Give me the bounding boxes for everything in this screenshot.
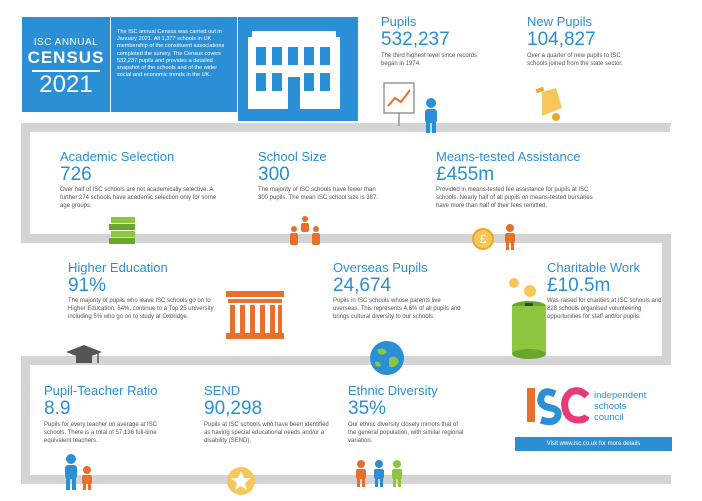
census-title-box: [22, 17, 110, 112]
academic-value: 726: [60, 164, 92, 185]
census-line1: ISC ANNUAL: [33, 37, 99, 48]
census-year: 2021: [32, 70, 100, 98]
send-desc: Pupils at ISC schools who have been identified as having special educational needs and/or a disability (SEND).: [204, 422, 329, 444]
person-orange-icon: [503, 224, 517, 255]
star-badge-icon: [226, 466, 256, 501]
academic-title: Academic Selection: [60, 149, 175, 164]
higher-ed-desc: The majority of pupils who leave ISC schools go on to Higher Education. 54%, continue to a Top 25 university including 5% who go on to study at Oxbridge.: [68, 298, 214, 320]
track-right-1: [662, 123, 671, 126]
higher-ed-value: 91%: [68, 275, 107, 296]
census-line2: CENSUS: [27, 48, 105, 67]
charitable-desc: Was raised for charities at ISC schools and 828 schools organised volunteering opportunities for staff and/or pupils.: [547, 298, 662, 320]
track-left-v1: [21, 123, 30, 242]
track-low: [21, 356, 671, 365]
bell-icon: [534, 86, 568, 131]
graduation-cap-icon: [66, 345, 102, 372]
isc-logo-text: [594, 390, 646, 423]
isc-logo-mark: [527, 386, 589, 431]
school-size-value: 300: [258, 164, 290, 185]
globe-icon: [369, 340, 405, 381]
charitable-title: Charitable Work: [547, 260, 640, 275]
colonnade-building-icon: [226, 291, 284, 344]
isc-line1: independent: [594, 390, 647, 401]
teacher-pupil-icon: [63, 454, 93, 495]
send-value: 90,298: [204, 398, 263, 419]
isc-line3: council: [594, 412, 624, 423]
track-left-v2: [21, 356, 30, 483]
pupils-value: 532,237: [381, 29, 450, 50]
academic-desc: Over half of ISC schools are not academically selective. A further 274 schools have academic selection only for some age groups.: [60, 187, 217, 209]
visit-website-link[interactable]: Visit www.isc.co.uk for more details: [515, 437, 672, 451]
track-left-1: [21, 123, 238, 132]
ptr-value: 8.9: [44, 398, 71, 419]
diverse-people-icon: [355, 460, 403, 493]
intro-text: The ISC annual Census was carried out in January 2021. All 1,377 schools in UK membership of the constituent associations completed the survey. The Census covers 532,237 pupils and provides a detailed snapshot of the schools and of the wider social and economic trends in the UK.: [111, 17, 237, 112]
higher-ed-title: Higher Education: [68, 260, 168, 275]
pupil-figure-icon: [422, 98, 440, 139]
ethnic-value: 35%: [348, 398, 387, 419]
chart-board-icon: [383, 82, 415, 133]
svg-text:£: £: [479, 232, 487, 246]
isc-line2: schools: [594, 401, 627, 412]
overseas-value: 24,674: [333, 275, 392, 296]
ethnic-desc: Our ethnic diversity closely mirrors that of the general population, with similar regional variation.: [348, 422, 464, 444]
overseas-desc: Pupils in ISC schools whose parents live overseas. This represents 4.6% of all pupils and brings cultural diversity to our schools.: [333, 298, 461, 320]
track-right-v: [662, 234, 671, 364]
track-bottom: [21, 475, 671, 484]
send-title: SEND: [204, 383, 241, 398]
school-size-title: School Size: [258, 149, 327, 164]
charity-tin-icon: [509, 300, 549, 367]
pupils-desc: The third highest level since records began in 1974.: [381, 53, 478, 67]
new-pupils-desc: Over a quarter of new pupils to ISC schools joined from the state sector.: [527, 53, 623, 67]
track-top: [238, 123, 670, 132]
means-tested-value: £455m: [436, 164, 495, 185]
new-pupils-title: New Pupils: [527, 14, 593, 29]
charitable-value: £10.5m: [547, 275, 611, 296]
pupils-title: Pupils: [381, 14, 417, 29]
books-icon: [109, 215, 137, 252]
ptr-desc: Pupils for every teacher on average at ISC schools. There is a total of 57,136 full-time equivalent teachers.: [44, 422, 158, 444]
school-building-icon: [238, 17, 358, 121]
ptr-title: Pupil-Teacher Ratio: [44, 383, 158, 398]
overseas-title: Overseas Pupils: [333, 260, 428, 275]
pound-coin-icon: [472, 228, 494, 255]
new-pupils-value: 104,827: [527, 29, 596, 50]
means-tested-title: Means-tested Assistance: [436, 149, 581, 164]
school-size-desc: The majority of ISC schools have fewer than 300 pupils. The mean ISC school size is 387.: [258, 187, 378, 201]
ethnic-title: Ethnic Diversity: [348, 383, 438, 398]
means-tested-desc: Provided in means-tested fee assistance for pupils at ISC schools. Nearly half of all pupils on means-tested bursaries have more than half of their fees remitted.: [436, 187, 593, 209]
people-group-icon: [288, 216, 322, 251]
